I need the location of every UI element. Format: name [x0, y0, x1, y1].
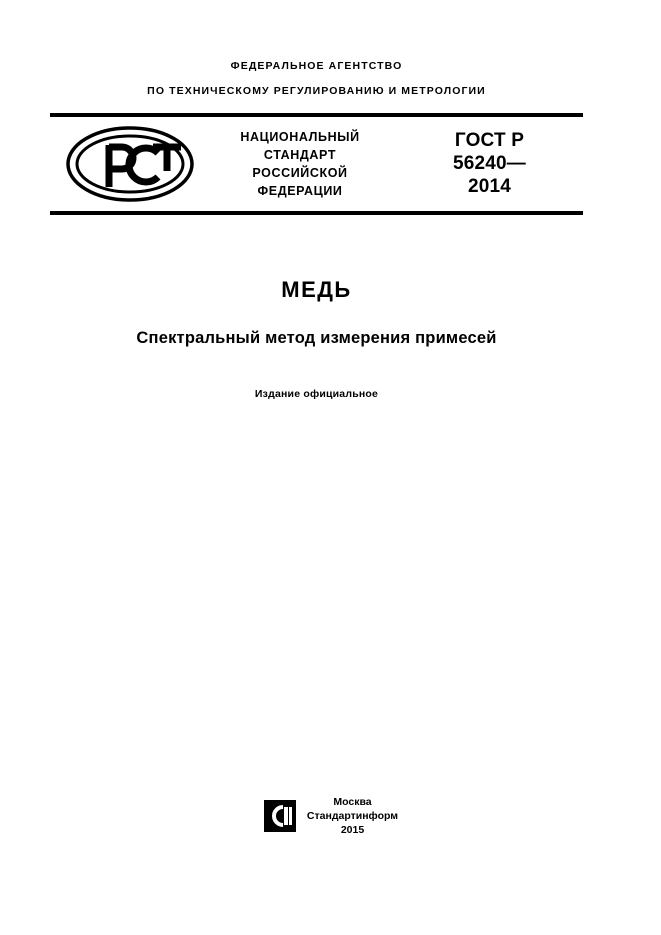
publisher-city: Москва — [333, 796, 372, 808]
standard-title-line-2: СТАНДАРТ — [263, 148, 337, 163]
gost-number — [390, 130, 583, 198]
publisher-name: Стандартинформ — [306, 810, 399, 823]
page-subtitle: Спектральный метод измерения примесей — [136, 329, 497, 348]
publisher-footer — [0, 795, 661, 838]
standartinform-logo-icon — [263, 799, 297, 833]
edition-note: Издание официальное — [254, 388, 379, 401]
gost-line-2: 56240— — [452, 152, 527, 174]
rst-gost-r-logo-icon — [65, 125, 195, 203]
publisher-info — [307, 795, 398, 838]
agency-header — [50, 60, 583, 97]
header-rule-bottom — [50, 211, 583, 215]
standard-title-line-4: ФЕДЕРАЦИИ — [257, 184, 343, 199]
agency-line-1: ФЕДЕРАЛЬНОЕ АГЕНТСТВО — [230, 60, 403, 72]
publisher-year: 2015 — [340, 824, 365, 837]
standard-band — [50, 117, 583, 211]
gost-line-3: 2014 — [467, 175, 512, 197]
page-title: МЕДЬ — [281, 277, 352, 303]
page-content — [50, 60, 583, 400]
agency-line-2: ПО ТЕХНИЧЕСКОМУ РЕГУЛИРОВАНИЮ И МЕТРОЛОГИИ — [147, 84, 486, 97]
standard-title-line-3: РОССИЙСКОЙ — [252, 166, 348, 181]
standard-title — [210, 128, 390, 201]
gost-line-1: ГОСТ Р — [454, 129, 525, 151]
logo-container — [50, 125, 210, 203]
standard-title-line-1: НАЦИОНАЛЬНЫЙ — [240, 129, 360, 144]
